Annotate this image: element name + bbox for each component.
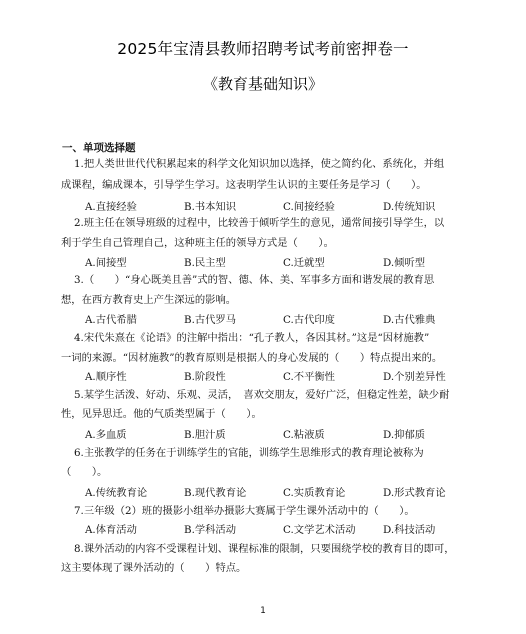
question-2-option-c: C.迁就型: [283, 257, 325, 269]
question-1-option-d: D.传统知识: [383, 201, 436, 213]
question-6-option-d: D.形式教育论: [383, 487, 446, 499]
question-1-line-2: 成课程，编成课本，引导学生学习。这表明学生认识的主要任务是学习（ ）。: [61, 179, 427, 191]
question-2-option-a: A.间接型: [85, 257, 127, 269]
question-7-option-d: D.科技活动: [383, 524, 436, 536]
question-5-option-a: A.多血质: [85, 429, 127, 441]
question-7-line-1: 7.三年级（2）班的摄影小组举办摄影大赛属于学生课外活动中的（ ）。: [74, 505, 415, 517]
question-6-line-2: （ ）。: [61, 466, 108, 478]
page-subtitle: 《教育基础知识》: [202, 75, 323, 93]
question-1-option-a: A.直接经验: [85, 201, 137, 213]
question-4-option-a: A.顺序性: [85, 371, 127, 383]
question-3-option-d: D.古代雅典: [383, 314, 436, 326]
section-heading: 一、单项选择题: [62, 142, 136, 154]
question-7-option-b: B.学科活动: [184, 524, 237, 536]
question-5-option-c: C.粘液质: [283, 429, 325, 441]
question-3-option-a: A.古代希腊: [85, 314, 137, 326]
question-5-option-d: D.抑郁质: [383, 429, 426, 441]
question-4-option-c: C.不平衡性: [283, 371, 335, 383]
question-6-option-b: B.现代教育论: [184, 487, 247, 499]
question-4-option-d: D.个别差异性: [383, 371, 446, 383]
question-1-line-1: 1.把人类世世代代积累起来的科学文化知识加以选择，使之简约化、系统化，并组: [74, 158, 445, 170]
question-1-option-c: C.间接经验: [283, 201, 335, 213]
question-5-line-1: 5.某学生活泼、好动、乐观、灵活， 喜欢交朋友，爱好广泛，但稳定性差，缺少耐: [74, 389, 450, 401]
question-4-option-b: B.阶段性: [184, 371, 226, 383]
question-2-option-b: B.民主型: [184, 257, 226, 269]
question-4-line-2: 一词的来源。“因材施教”的教育原则是根据人的身心发展的（ ）特点提出来的。: [61, 352, 443, 364]
question-7-option-a: A.体育活动: [85, 524, 137, 536]
question-2-option-d: D.倾听型: [383, 257, 426, 269]
page-number: 1: [260, 606, 266, 616]
question-4-line-1: 4.宋代朱熹在《论语》的注解中指出：“孔子教人，各因其材。”这是“因材施教”: [74, 332, 430, 344]
question-8-line-1: 8.课外活动的内容不受课程计划、课程标准的限制，只要围绕学校的教育目的即可，: [74, 543, 455, 555]
question-6-option-a: A.传统教育论: [85, 487, 148, 499]
question-2-line-2: 利于学生自己管理自己，这种班主任的领导方式是（ ）。: [61, 237, 334, 249]
question-7-option-c: C.文学艺术活动: [283, 524, 356, 536]
question-3-line-2: 想，在西方教育史上产生深远的影响。: [61, 294, 237, 306]
question-3-line-1: 3.（ ）“身心既美且善”式的智、德、体、美、军事多方面和谐发展的教育思: [74, 274, 435, 286]
question-3-option-c: C.古代印度: [283, 314, 335, 326]
page-title: 2025年宝清县教师招聘考试考前密押卷一: [117, 40, 409, 58]
question-3-option-b: B.古代罗马: [184, 314, 237, 326]
question-6-option-c: C.实质教育论: [283, 487, 346, 499]
question-5-option-b: B.胆汁质: [184, 429, 226, 441]
question-8-line-2: 这主要体现了课外活动的（ ）特点。: [61, 562, 247, 574]
question-6-line-1: 6.主张教学的任务在于训练学生的官能，训练学生思维形式的教育理论被称为: [74, 447, 424, 459]
question-5-line-2: 性，见异思迁。他的气质类型属于（ ）。: [61, 408, 262, 420]
question-2-line-1: 2.班主任在领导班级的过程中，比较善于倾听学生的意见，通常间接引导学生，以: [74, 217, 445, 229]
question-1-option-b: B.书本知识: [184, 201, 237, 213]
